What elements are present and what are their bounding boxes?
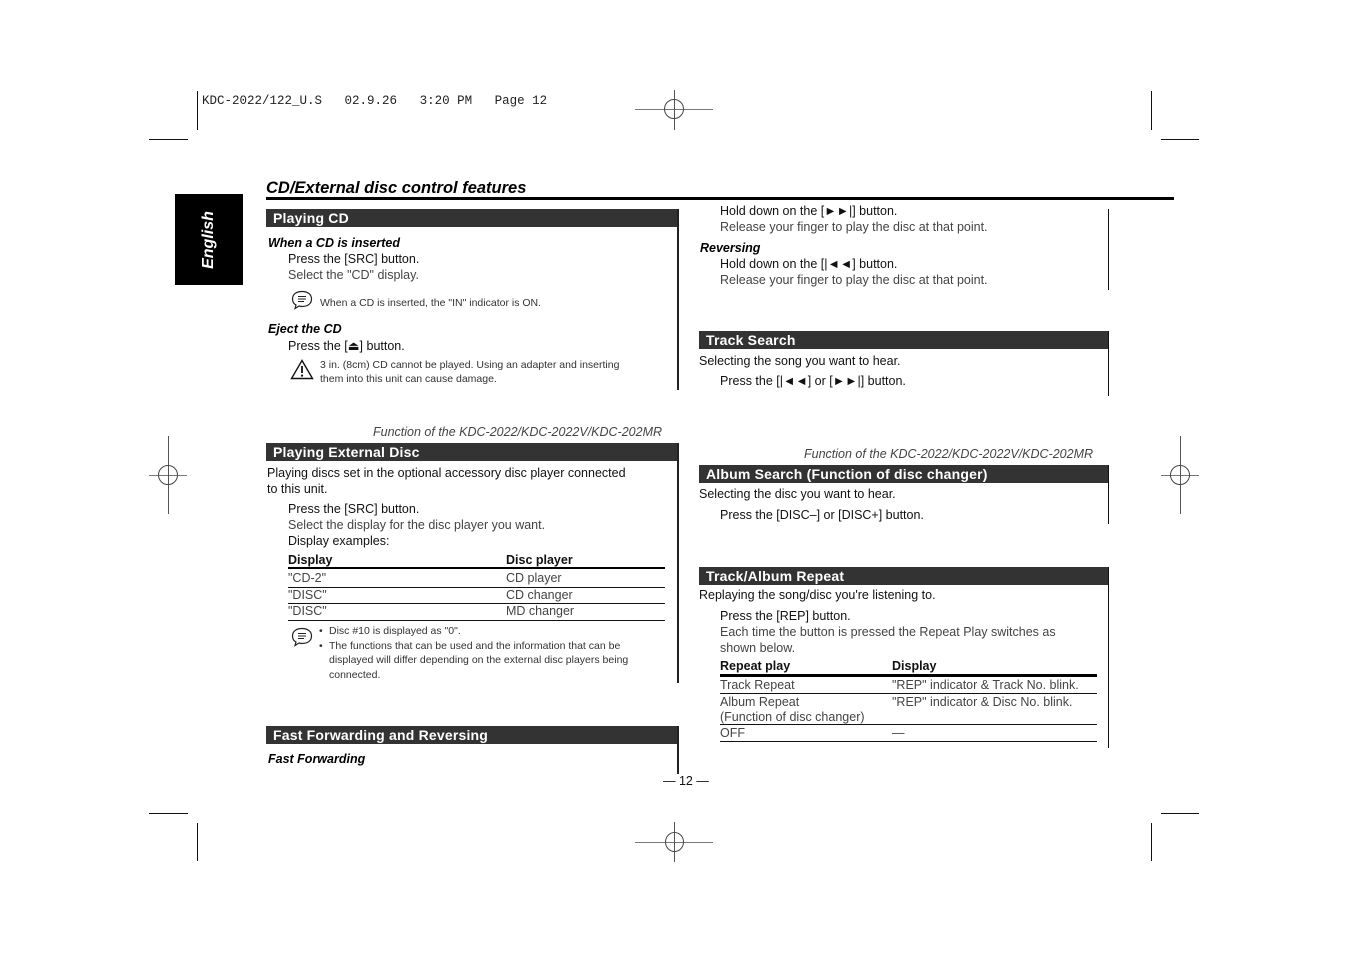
crop-mark-br-v: [1151, 823, 1152, 861]
crop-mark-br-h: [1161, 813, 1199, 814]
column-rule-external-disc: [677, 443, 679, 683]
subheading-when-inserted: When a CD is inserted: [268, 236, 400, 250]
crop-mark-bl-h: [149, 813, 188, 814]
table-cell: CD player: [506, 571, 562, 585]
section-header-album-search: Album Search (Function of disc changer): [699, 465, 1109, 483]
repeat-step-desc-line1: Each time the button is pressed the Repeat Play switches as: [720, 625, 1056, 639]
column-rule-album-search: [1108, 465, 1109, 524]
function-note-album: Function of the KDC-2022/KDC-2022V/KDC-202MR: [804, 447, 1094, 461]
external-step-select-display: Select the display for the disc player you want.: [288, 518, 546, 532]
registration-mark-left: [149, 436, 187, 514]
step-hold-rev: Hold down on the [|◄◄] button.: [720, 257, 898, 271]
warning-text-line1: 3 in. (8cm) CD cannot be played. Using an adapter and inserting: [320, 359, 620, 371]
column-rule-track-search: [1108, 331, 1109, 396]
table-cell: Album Repeat: [720, 695, 800, 709]
slug-time: 3:20 PM: [419, 94, 473, 108]
table-cell: MD changer: [506, 604, 575, 618]
repeat-step-press-rep: Press the [REP] button.: [720, 609, 851, 623]
table-cell: "REP" indicator & Track No. blink.: [892, 678, 1079, 692]
album-search-intro: Selecting the disc you want to hear.: [699, 487, 896, 501]
table-row-rule: [720, 741, 1097, 742]
column-rule-repeat: [1108, 567, 1109, 748]
crop-mark-tl-v: [197, 91, 198, 130]
table-header-disc-player: Disc player: [506, 553, 573, 567]
function-note-external: Function of the KDC-2022/KDC-2022V/KDC-202MR: [373, 425, 663, 439]
page-number: — 12 —: [663, 774, 709, 788]
slug-file: KDC-2022/122_U.S: [202, 94, 323, 108]
table-cell: CD changer: [506, 588, 573, 602]
print-slug: [202, 94, 547, 108]
note-in-indicator: When a CD is inserted, the "IN" indicator is ON.: [320, 297, 542, 309]
note-disc10: Disc #10 is displayed as "0".: [329, 625, 461, 637]
table-cell: "CD-2": [288, 571, 327, 585]
subheading-reversing: Reversing: [700, 241, 761, 255]
table-header-repeat-play: Repeat play: [720, 659, 791, 673]
warning-icon: [290, 359, 314, 380]
crop-mark-tr-h: [1161, 139, 1199, 140]
warning-text-line2: them into this unit can cause damage.: [320, 373, 497, 385]
registration-mark-bottom: [635, 822, 713, 862]
memo-note-icon: [291, 627, 313, 647]
table-header-display: Display: [288, 553, 333, 567]
repeat-intro: Replaying the song/disc you're listening to.: [699, 588, 936, 602]
table-row-rule: [720, 724, 1097, 725]
table-header-rule: [720, 674, 1097, 677]
registration-mark-top: [635, 90, 713, 130]
table-cell: "REP" indicator & Disc No. blink.: [892, 695, 1073, 709]
section-header-playing-cd: Playing CD: [266, 209, 678, 227]
table-header-rule: [288, 567, 665, 569]
table-header-display: Display: [892, 659, 937, 673]
slug-date: 02.9.26: [344, 94, 398, 108]
crop-mark-tl-h: [149, 139, 188, 140]
section-header-track-search: Track Search: [699, 331, 1109, 349]
table-cell: Track Repeat: [720, 678, 795, 692]
note-bullet: •: [319, 640, 323, 652]
step-release-ff: Release your finger to play the disc at that point.: [720, 220, 988, 234]
note-functions-line3: connected.: [329, 669, 381, 681]
column-rule-right-top: [1108, 209, 1109, 290]
section-header-repeat: Track/Album Repeat: [699, 567, 1109, 585]
language-label: English: [200, 210, 217, 269]
table-cell: OFF: [720, 726, 745, 740]
subheading-fast-forwarding: Fast Forwarding: [268, 752, 366, 766]
repeat-step-desc-line2: shown below.: [720, 641, 796, 655]
table-cell: "DISC": [288, 604, 327, 618]
external-intro-line1: Playing discs set in the optional accessory disc player connected: [267, 466, 626, 480]
track-search-intro: Selecting the song you want to hear.: [699, 354, 901, 368]
language-tab: [175, 194, 243, 285]
page-title: CD/External disc control features: [266, 179, 527, 197]
slug-page: Page 12: [494, 94, 548, 108]
memo-note-icon: [291, 290, 313, 310]
external-intro-line2: to this unit.: [267, 482, 328, 496]
column-rule-fast-forward: [677, 726, 679, 774]
crop-mark-tr-v: [1151, 91, 1152, 130]
step-select-cd: Select the "CD" display.: [288, 268, 419, 282]
note-functions-line1: The functions that can be used and the information that can be: [329, 640, 621, 652]
step-release-rev: Release your finger to play the disc at that point.: [720, 273, 988, 287]
table-cell: —: [892, 726, 905, 740]
album-search-step: Press the [DISC–] or [DISC+] button.: [720, 508, 924, 522]
external-step-press-src: Press the [SRC] button.: [288, 502, 420, 516]
step-press-src: Press the [SRC] button.: [288, 252, 420, 266]
section-header-external-disc: Playing External Disc: [266, 443, 678, 461]
step-hold-ff: Hold down on the [►►|] button.: [720, 204, 898, 218]
table-row-rule: [288, 587, 665, 588]
external-step-display-examples: Display examples:: [288, 534, 390, 548]
step-press-eject: Press the [⏏] button.: [288, 339, 405, 353]
note-bullet: •: [319, 625, 323, 637]
table-row-rule: [288, 620, 665, 621]
table-row-rule: [288, 603, 665, 604]
table-cell: "DISC": [288, 588, 327, 602]
table-cell: (Function of disc changer): [720, 710, 865, 724]
crop-mark-bl-v: [197, 823, 198, 861]
title-rule: [266, 197, 1174, 200]
note-functions-line2: displayed will differ depending on the external disc players being: [329, 654, 629, 666]
track-search-step: Press the [|◄◄] or [►►|] button.: [720, 374, 906, 388]
column-rule-playing-cd: [677, 209, 679, 390]
registration-mark-right: [1161, 436, 1199, 514]
subheading-eject: Eject the CD: [268, 322, 342, 336]
section-header-fast-forward: Fast Forwarding and Reversing: [266, 726, 678, 744]
table-row-rule: [720, 693, 1097, 694]
